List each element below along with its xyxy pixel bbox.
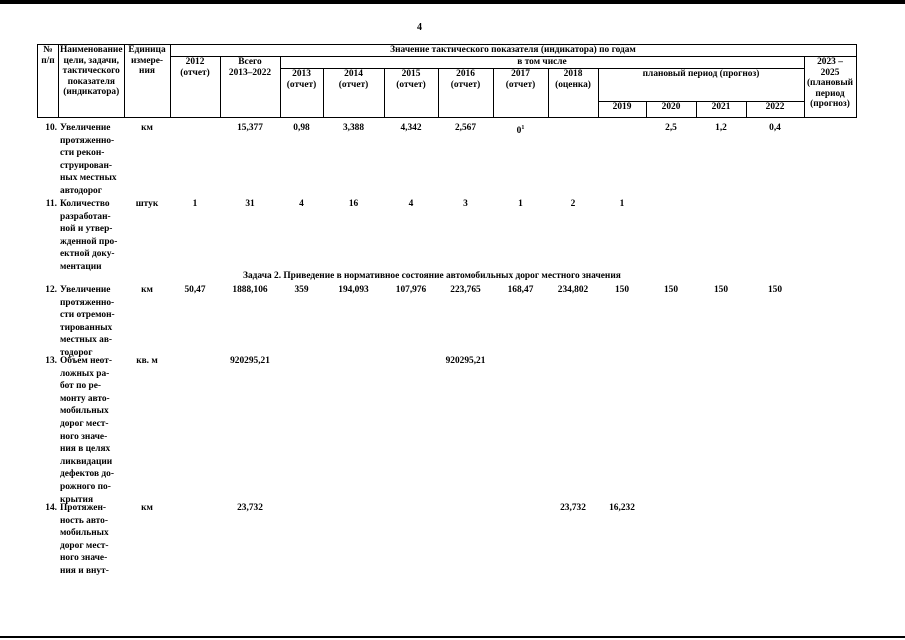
value-2012: 50,47 xyxy=(184,285,206,295)
value-2021: 150 xyxy=(713,285,729,295)
row-number: 11. xyxy=(45,199,57,209)
value-2018: 2 xyxy=(570,199,576,209)
value-2019: 150 xyxy=(614,285,630,295)
row-number: 13. xyxy=(45,356,57,366)
bottom-border-line xyxy=(0,636,905,638)
value-2015: 4 xyxy=(408,199,414,209)
value-2020: 150 xyxy=(663,285,679,295)
value-2020: 2,5 xyxy=(665,123,677,133)
indicator-name: Увеличение протяженно- сти отремон- тированных местных ав- тодорог xyxy=(60,285,115,358)
unit-cell: штук xyxy=(135,199,159,209)
header-year-2020: 2020 xyxy=(646,102,696,118)
value-2017: 168,47 xyxy=(507,285,534,295)
value-total: 1888,106 xyxy=(232,285,268,295)
header-group-title: Значение тактического показателя (индикатора) по годам xyxy=(170,45,856,57)
header-year-2014: 2014 (отчет) xyxy=(323,69,384,118)
value-2013: 0,98 xyxy=(293,123,310,133)
row-number: 14. xyxy=(45,503,57,513)
unit-cell: км xyxy=(141,503,153,513)
value-2015: 4,342 xyxy=(400,123,422,133)
unit-cell: км xyxy=(141,123,153,133)
value-total: 920295,21 xyxy=(230,356,270,366)
value-2018: 23,732 xyxy=(560,503,586,513)
page-number: 4 xyxy=(417,22,422,33)
value-2021: 1,2 xyxy=(715,123,727,133)
indicator-name: Протяжен- ность авто- мобильных дорог мест- ного значе- ния и внут- xyxy=(60,503,109,576)
value-2016: 3 xyxy=(463,199,468,209)
value-2014: 16 xyxy=(348,199,359,209)
indicator-table-header xyxy=(37,44,857,118)
indicator-name: Объем неот- ложных ра- бот по ре- монту авто- мобильных дорог мест- ного значе- ния в целях ликвидации дефектов до- рожного по- крытия xyxy=(60,356,114,505)
header-col-number: № п/п xyxy=(38,45,59,118)
header-year-2015: 2015 (отчет) xyxy=(384,69,438,118)
indicator-name: Количество разработан- ной и утвер- жденной про- ектной доку- ментации xyxy=(60,199,118,272)
header-year-2016: 2016 (отчет) xyxy=(438,69,493,118)
value-total: 15,377 xyxy=(237,123,263,133)
header-year-2013: 2013 (отчет) xyxy=(280,69,323,118)
value-total: 31 xyxy=(245,199,255,209)
value-2016: 223,765 xyxy=(450,285,481,295)
header-planned-title: плановый период (прогноз) xyxy=(598,69,804,102)
value-2012: 1 xyxy=(192,199,198,209)
value-2017: $0^1$ xyxy=(516,125,525,137)
value-2016: 2,567 xyxy=(454,123,477,133)
value-2016: 920295,21 xyxy=(445,356,486,366)
top-border-line xyxy=(0,0,905,4)
header-col-unit: Единица измере- ния xyxy=(124,45,170,118)
value-2022: 0,4 xyxy=(769,123,781,133)
header-year-2018: 2018 (оценка) xyxy=(548,69,598,118)
header-year-2022: 2022 xyxy=(746,102,804,118)
header-col-total: Всего 2013–2022 xyxy=(220,57,280,118)
indicator-name: Увеличение протяженно- сти рекон- струирован- ных местных автодорог xyxy=(60,123,117,196)
unit-cell: кв. м xyxy=(136,356,158,366)
header-year-2017: 2017 (отчет) xyxy=(493,69,548,118)
footnote-marker: 1 xyxy=(521,125,525,131)
header-year-2021: 2021 xyxy=(696,102,746,118)
value-2013: 359 xyxy=(294,285,309,295)
header-col-2023: 2023 – 2025 (плановый период (прогноз) xyxy=(804,57,856,118)
header-col-2012: 2012 (отчет) xyxy=(170,57,220,118)
value-2017: 1 xyxy=(518,199,523,209)
value-2019: 1 xyxy=(619,199,625,209)
header-subgroup-title: в том числе xyxy=(280,57,804,69)
value-2015: 107,976 xyxy=(395,285,427,295)
header-col-name: Наименование цели, задачи, тактического показателя (индикатора) xyxy=(59,45,125,118)
value-2014: 3,388 xyxy=(342,123,365,133)
value-2022: 150 xyxy=(767,285,783,295)
value-2018: 234,802 xyxy=(557,285,589,295)
value-2019: 16,232 xyxy=(609,503,635,513)
row-number: 12. xyxy=(45,285,57,295)
value-2013: 4 xyxy=(299,199,304,209)
row-number: 10. xyxy=(45,123,57,133)
value-2014: 194,093 xyxy=(338,285,369,295)
value-total: 23,732 xyxy=(237,503,263,513)
unit-cell: км xyxy=(141,285,153,295)
header-year-2019: 2019 xyxy=(598,102,646,118)
